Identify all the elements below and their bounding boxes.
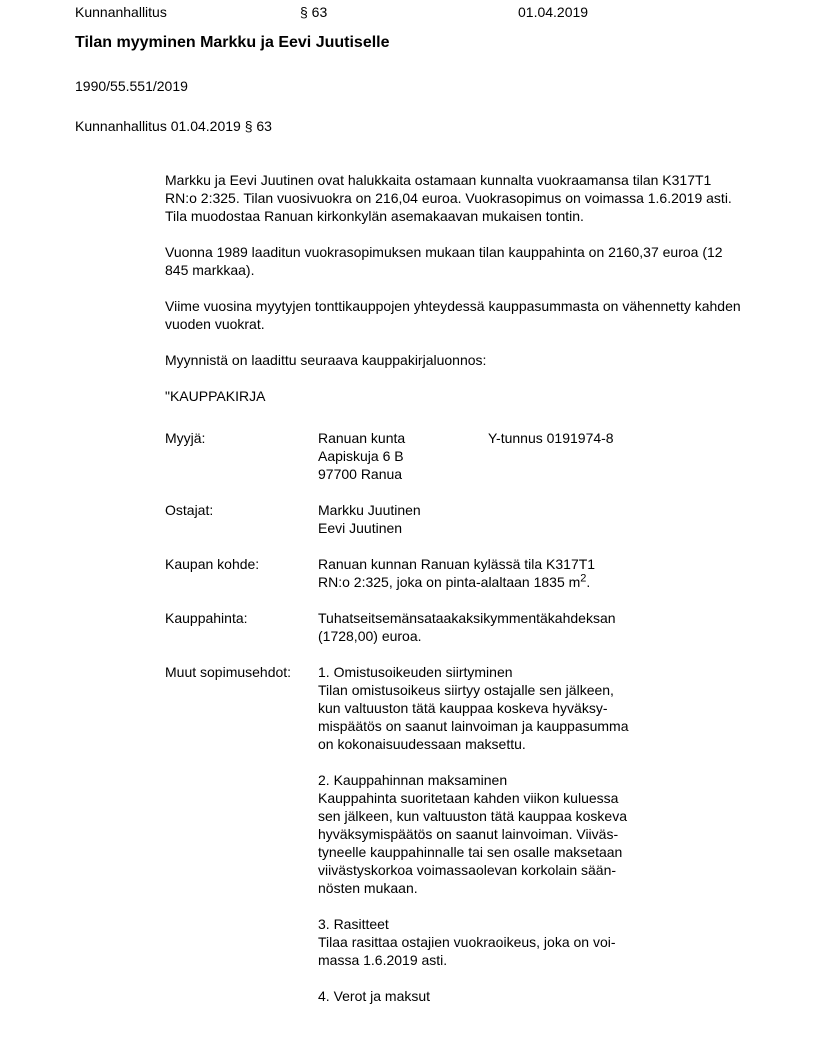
text-line: nösten mukaan. — [318, 880, 418, 896]
text-line: Markku Juutinen — [318, 502, 421, 518]
deed-field-price — [165, 609, 743, 645]
text-line: mispäätös on saanut lainvoiman ja kauppasumma — [318, 718, 629, 734]
terms-section-3 — [318, 915, 743, 969]
object-line2-text: RN:o 2:325, joka on pinta-alaltaan 1835 m — [318, 574, 581, 590]
body-paragraph: Viime vuosina myytyjen tonttikauppojen yhteydessä kauppasummasta on vähennetty kahden vuoden vuokrat. — [165, 298, 741, 332]
text-line — [318, 573, 743, 591]
text-line: 4. Verot ja maksut — [318, 988, 431, 1004]
meeting-reference: Kunnanhallitus 01.04.2019 § 63 — [75, 118, 272, 134]
case-number: 1990/55.551/2019 — [75, 78, 188, 94]
text-line: Aapiskuja 6 B — [318, 448, 404, 464]
deed-field-seller — [165, 429, 743, 483]
price-lines — [318, 609, 743, 645]
text-line: 3. Rasitteet — [318, 916, 389, 932]
text-line: kun valtuuston tätä kauppaa koskeva hyväksy- — [318, 700, 608, 716]
text-line: 1. Omistusoikeuden siirtyminen — [318, 664, 513, 680]
text-line: Tilaa rasittaa ostajien vuokraoikeus, joka on voi- — [318, 934, 616, 950]
field-value — [318, 501, 743, 537]
deed-heading: "KAUPPAKIRJA — [165, 388, 266, 404]
deed-field-object — [165, 555, 743, 591]
text-line: massa 1.6.2019 asti. — [318, 952, 448, 968]
text-line: Eevi Juutinen — [318, 520, 403, 536]
terms-section-4 — [318, 987, 743, 1005]
deed-field-buyers — [165, 501, 743, 537]
object-line2-period: . — [586, 574, 591, 590]
field-label: Muut sopimusehdot: — [165, 664, 292, 680]
header-date: 01.04.2019 — [518, 4, 589, 20]
text-line: sen jälkeen, kun valtuuston tätä kauppaa koskeva — [318, 808, 627, 824]
body-paragraph: Myynnistä on laadittu seuraava kauppakirjaluonnos: — [165, 352, 487, 368]
page-title: Tilan myyminen Markku ja Eevi Juutiselle — [75, 34, 390, 51]
field-label: Kaupan kohde: — [165, 556, 260, 572]
document-body — [165, 171, 743, 1023]
text-line: Tuhatseitsemänsataakaksikymmentäkahdeksan — [318, 610, 616, 626]
field-value — [318, 663, 743, 1005]
header-section-mark: § 63 — [300, 4, 328, 20]
text-line: Ranuan kunnan Ranuan kylässä tila K317T1 — [318, 556, 596, 572]
text-line: tyneelle kauppahinnalle tai sen osalle maksetaan — [318, 844, 623, 860]
text-line: viivästyskorkoa voimassaolevan korkolain sään- — [318, 862, 617, 878]
text-line: hyväksymispäätös on saanut lainvoiman. Viiväs- — [318, 826, 619, 842]
field-value — [318, 429, 743, 483]
field-label: Myyjä: — [165, 430, 206, 446]
body-paragraph: Markku ja Eevi Juutinen ovat halukkaita ostamaan kunnalta vuokraamansa tilan K317T1 RN:o 2:325. Tilan vuosivuokra on 216,04 euroa. Vuokrasopimus on voimassa 1.6.2019 asti. Tila muodostaa Ranuan kirkonkylän asemakaavan mukaisen tontin. — [165, 172, 732, 224]
text-line: Kauppahinta suoritetaan kahden viikon kuluessa — [318, 790, 619, 806]
text-line: Ranuan kunta — [318, 430, 406, 446]
object-superscript: 2 — [580, 572, 587, 585]
buyers-lines — [318, 501, 743, 537]
field-value — [318, 555, 743, 591]
body-paragraph: Vuonna 1989 laaditun vuokrasopimuksen mukaan tilan kauppahinta on 2160,37 euroa (12 845 markkaa). — [165, 244, 723, 278]
terms-section-2 — [318, 771, 743, 897]
text-line: Tilan omistusoikeus siirtyy ostajalle sen jälkeen, — [318, 682, 614, 698]
header-organization: Kunnanhallitus — [75, 4, 167, 20]
text-line: (1728,00) euroa. — [318, 628, 422, 644]
field-label: Ostajat: — [165, 502, 214, 518]
field-value — [318, 609, 743, 645]
document-header — [0, 3, 816, 21]
text-line: 97700 Ranua — [318, 466, 403, 482]
text-line: on kokonaisuudessaan maksettu. — [318, 736, 526, 752]
terms-section-1 — [318, 663, 743, 753]
deed-field-terms — [165, 663, 743, 1005]
field-label: Kauppahinta: — [165, 610, 248, 626]
seller-business-id: Y-tunnus 0191974-8 — [488, 430, 614, 446]
text-line: 2. Kauppahinnan maksaminen — [318, 772, 508, 788]
